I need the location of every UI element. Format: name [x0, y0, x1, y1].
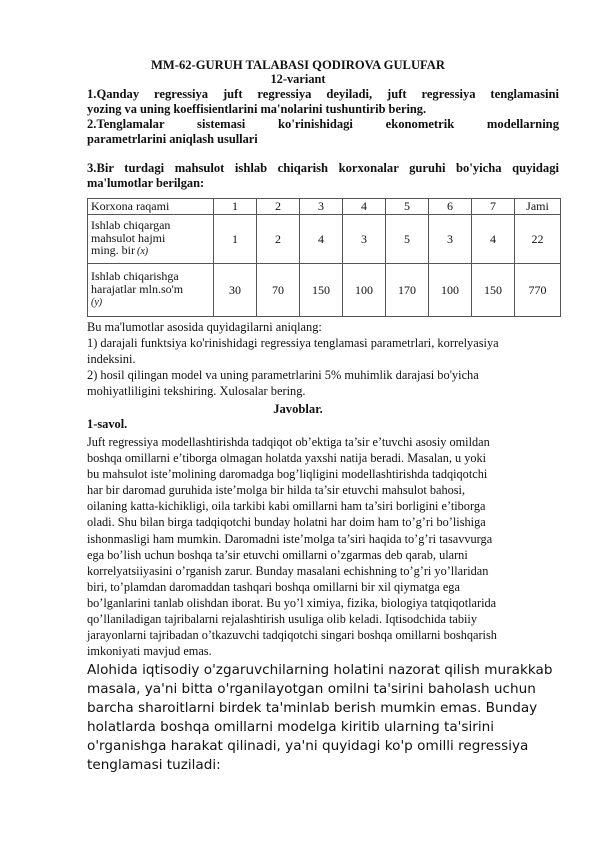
table-cell: 100: [429, 264, 472, 317]
paragraph-line: bo’lganlarini tanlab olishdan iborat. Bu yo’l ximiya, fizika, biologiya tatqiqotlarida: [87, 595, 497, 610]
question-2-line-1: 2.Tenglamalar sistemasi ko'rinishidagi ekonometrik modellarning: [87, 117, 559, 131]
table-row-costs: [88, 264, 561, 317]
sans-paragraph-line: holatlarda boshqa omillarni modelga kiritib ularning ta'sirini: [87, 719, 495, 735]
table-header-cell: 5: [386, 199, 429, 215]
table-header-cell: 3: [300, 199, 343, 215]
table-cell: 1: [214, 215, 257, 264]
question-1-line-2: yozing va uning koeffisientlarini ma'nolarini tushuntirib bering.: [87, 102, 427, 116]
paragraph-line: boshqa omillarni e’tiborga olmagan holatda yaxshi natija beradi. Masalan, u yoki: [87, 451, 487, 466]
table-cell: 170: [386, 264, 429, 317]
question-3-line-1: 3.Bir turdagi mahsulot ishlab chiqarish korxonalar guruhi bo'yicha quyidagi: [87, 161, 559, 175]
row-label-line: mahsulot hajmi: [91, 230, 166, 245]
row-label-line: Ishlab chiqarishga: [91, 269, 179, 284]
paragraph-line: oilaning katta-kichikligi, oila tarkibi kabi omillarni ham ta’siri borligini e’tiborga: [87, 499, 486, 514]
variant-label: 12-variant: [270, 72, 326, 86]
variable-y-symbol: (y): [91, 297, 103, 309]
question-1-line-1: 1.Qanday regressiya juft regressiya deyiladi, juft regressiya tenglamasini: [87, 87, 559, 101]
table-cell: 100: [343, 264, 386, 317]
paragraph-line: jarayonlarni tajribadan o’tkazuvchi tadqiqotchi singari boshqa omillarni boshqarish: [87, 628, 497, 643]
task-2-line-1: 2) hosil qilingan model va uning parametrlarini 5% muhimlik darajasi bo'yicha: [87, 368, 479, 382]
row-label-line: Ishlab chiqargan: [91, 218, 171, 233]
paragraph-line: korrelyatsiiyasini o’rganish zarur. Bunday masalani echishning to’g’ri yo’llaridan: [87, 563, 489, 578]
data-table: [87, 198, 561, 317]
row-label-output: [88, 215, 214, 264]
table-header-cell: 4: [343, 199, 386, 215]
paragraph-line: biri, to’plamdan daromaddan tashqari boshqa omillarni bir xil qiymatga ega: [87, 579, 460, 594]
table-header-cell: 2: [257, 199, 300, 215]
sans-paragraph-line: Alohida iqtisodiy o'zgaruvchilarning holatini nazorat qilish murakkab: [87, 662, 553, 678]
question-2-line-2: parametrlarini aniqlash usullari: [87, 132, 258, 146]
table-cell: 4: [472, 215, 515, 264]
table-cell: 70: [257, 264, 300, 317]
row-label-line: ming. bir: [91, 243, 135, 258]
sans-paragraph: [87, 661, 567, 775]
document-title: MM-62-GURUH TALABASI QODIROVA GULUFAR: [151, 58, 445, 72]
sans-paragraph-line: barcha sharoitlarni birdek ta'minlab berish mumkin emas. Bunday: [87, 700, 538, 716]
tasks-intro: Bu ma'lumotlar asosida quyidagilarni aniqlang:: [87, 320, 322, 334]
task-2-line-2: mohiyatliligini tekshiring. Xulosalar bering.: [87, 384, 306, 398]
table-cell: 770: [515, 264, 561, 317]
table-cell: 30: [214, 264, 257, 317]
task-1-line-2: indeksini.: [87, 352, 136, 366]
table-row-output: [88, 215, 561, 264]
sans-paragraph-line: masala, ya'ni bitta o'rganilayotgan omilni ta'sirini baholash uchun: [87, 681, 536, 697]
table-cell: 3: [429, 215, 472, 264]
task-1-line-1: 1) darajali funktsiya ko'rinishidagi regressiya tenglamasi parametrlari, korrelyasiya: [87, 336, 499, 350]
table-header-cell: Jami: [515, 199, 561, 215]
table-cell: 22: [515, 215, 561, 264]
paragraph-line: har bir daromad guruhida iste’molga bir hilda ta’sir etuvchi mahsulot bahosi,: [87, 483, 466, 498]
table-cell: 4: [300, 215, 343, 264]
table-header-row: [88, 199, 561, 215]
answers-heading: Javoblar.: [273, 402, 323, 416]
paragraph-line: qo’llaniladigan tajribalarni rejalashtirish usuliga olib keladi. Iqtisodchida tabiiy: [87, 612, 477, 627]
paragraph-line: ega bo’lish uchun boshqa ta’sir etuvchi omillarni o’zgarmas deb qarab, ularni: [87, 547, 468, 562]
sans-paragraph-line: o'rganishga harakat qilinadi, ya'ni quyidagi ko'p omilli regressiya: [87, 738, 529, 754]
table-header-cell: Korxona raqami: [88, 199, 214, 215]
table-header-cell: 7: [472, 199, 515, 215]
sans-paragraph-line: tenglamasi tuziladi:: [87, 757, 221, 773]
table-cell: 150: [300, 264, 343, 317]
paragraph-line: bu mahsulot iste’molining daromadga bog’liqligini modellashtirishda tadqiqotchi: [87, 467, 488, 482]
table-cell: 2: [257, 215, 300, 264]
variable-x-symbol: (x): [137, 246, 149, 258]
question-3-line-2: ma'lumotlar berilgan:: [87, 176, 205, 190]
table-header-cell: 1: [214, 199, 257, 215]
answer-section-label: 1-savol.: [87, 417, 128, 431]
paragraph-line: imkoniyati mavjud emas.: [87, 644, 212, 659]
row-label-line: harajatlar mln.so'm: [91, 281, 184, 296]
table-cell: 5: [386, 215, 429, 264]
table-cell: 3: [343, 215, 386, 264]
paragraph-line: Juft regressiya modellashtirishda tadqiqot ob’ektiga ta’sir e’tuvchi asosiy omildan: [87, 435, 490, 449]
table-header-cell: 6: [429, 199, 472, 215]
paragraph-line: ishonmasligi ham mumkin. Daromadni iste’molga ta’siri haqida to’g’ri tasavvurga: [87, 531, 493, 546]
paragraph-line: oladi. Shu bilan birga tadqiqotchi bunday holatni har doim ham to’g’ri bo’lishiga: [87, 515, 486, 530]
table-cell: 150: [472, 264, 515, 317]
answer-paragraph: [87, 434, 567, 659]
row-label-costs: [88, 264, 214, 317]
